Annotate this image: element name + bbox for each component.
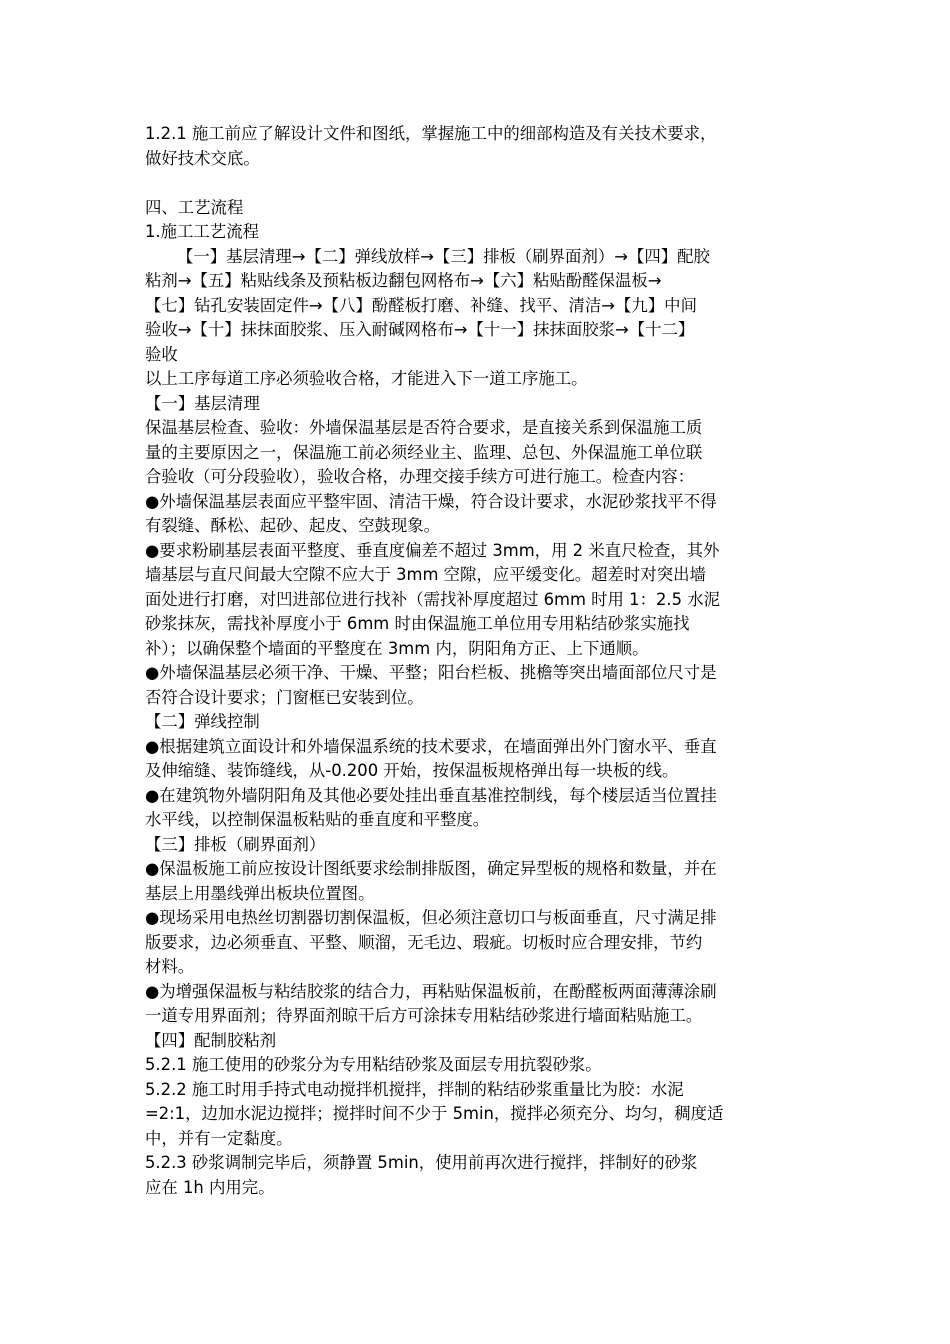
text-line: 保温基层检查、验收：外墙保温基层是否符合要求，是直接关系到保温施工质 bbox=[145, 418, 703, 437]
bullet-line: ●要求粉刷基层表面平整度、垂直度偏差不超过 3mm，用 2 米直尺检查，其外 bbox=[145, 540, 720, 560]
text-line: 水平线，以控制保温板粘贴的垂直度和平整度。 bbox=[145, 810, 490, 829]
text-line: 面处进行打磨，对凹进部位进行找补（需找补厚度超过 6mm 时用 1：2.5 水泥 bbox=[145, 589, 721, 609]
process-flow-line: 验收→【十】抹抹面胶浆、压入耐碱网格布→【十一】抹抹面胶浆→【十二】 bbox=[145, 320, 695, 339]
text-line: 中，并有一定黏度。 bbox=[145, 1128, 293, 1148]
section-heading: 四、工艺流程 bbox=[145, 197, 244, 217]
bullet-line: ●在建筑物外墙阴阳角及其他必要处挂出垂直基准控制线，每个楼层适当位置挂 bbox=[145, 785, 717, 805]
step-heading: 【四】配制胶粘剂 bbox=[145, 1030, 277, 1050]
bullet-line: ●外墙保温基层必须干净、干燥、平整；阳台栏板、挑檐等突出墙面部位尺寸是 bbox=[145, 663, 717, 682]
text-line: 量的主要原因之一，保温施工前必须经业主、监理、总包、外保温施工单位联 bbox=[145, 442, 703, 462]
text-line: =2:1，边加水泥边搅拌；搅拌时间不少于 5min，搅拌必须充分、均匀，稠度适 bbox=[145, 1104, 724, 1123]
step-heading: 【二】弹线控制 bbox=[145, 712, 260, 731]
step-heading: 【三】排板（刷界面剂） bbox=[145, 834, 326, 854]
bullet-line: ●现场采用电热丝切割器切割保温板，但必须注意切口与板面垂直，尺寸满足排 bbox=[145, 908, 717, 927]
text-line: 做好技术交底。 bbox=[145, 148, 260, 168]
text-line: 一道专用界面剂；待界面剂晾干后方可涂抹专用粘结砂浆进行墙面粘贴施工。 bbox=[145, 1006, 703, 1025]
text-line: 5.2.2 施工时用手持式电动搅拌机搅拌，拌制的粘结砂浆重量比为胶：水泥 bbox=[145, 1079, 684, 1099]
subsection-heading: 1.施工工艺流程 bbox=[145, 222, 259, 241]
text-line: 补）；以确保整个墙面的平整度在 3mm 内，阴阳角方正、上下通顺。 bbox=[145, 638, 649, 658]
text-line: 墙基层与直尺间最大空隙不应大于 3mm 空隙，应平缓变化。超差时对突出墙 bbox=[145, 565, 706, 584]
text-line: 版要求，边必须垂直、平整、顺溜，无毛边、瑕疵。切板时应合理安排，节约 bbox=[145, 932, 703, 952]
text-line: 以上工序每道工序必须验收合格，才能进入下一道工序施工。 bbox=[145, 369, 588, 388]
text-line: 有裂缝、酥松、起砂、起皮、空鼓现象。 bbox=[145, 516, 441, 535]
bullet-line: ●根据建筑立面设计和外墙保温系统的技术要求，在墙面弹出外门窗水平、垂直 bbox=[145, 736, 717, 756]
blank-line bbox=[145, 171, 813, 196]
process-flow-line: 粘剂→【五】粘贴线条及预粘板边翻包网格布→【六】粘贴酚醛保温板→ bbox=[145, 271, 662, 290]
bullet-line: ●为增强保温板与粘结胶浆的结合力，再粘贴保温板前，在酚醛板两面薄薄涂刷 bbox=[145, 981, 717, 1001]
process-flow-line: 【七】钻孔安装固定件→【八】酚醛板打磨、补缝、找平、清洁→【九】中间 bbox=[145, 295, 697, 315]
process-flow-line: 【一】基层清理→【二】弹线放样→【三】排板（刷界面剂）→【四】配胶 bbox=[177, 246, 710, 266]
text-line: 5.2.1 施工使用的砂浆分为专用粘结砂浆及面层专用抗裂砂浆。 bbox=[145, 1055, 602, 1074]
document-body bbox=[145, 122, 813, 1200]
text-line: 否符合设计要求；门窗框已安装到位。 bbox=[145, 687, 424, 707]
text-line: 应在 1h 内用完。 bbox=[145, 1177, 275, 1197]
text-line: 5.2.3 砂浆调制完毕后，须静置 5min，使用前再次进行搅拌，拌制好的砂浆 bbox=[145, 1153, 698, 1172]
text-line: 及伸缩缝、装饰缝线，从-0.200 开始，按保温板规格弹出每一块板的线。 bbox=[145, 761, 679, 780]
text-line: 1.2.1 施工前应了解设计文件和图纸，掌握施工中的细部构造及有关技术要求， bbox=[145, 124, 717, 143]
text-line: 基层上用墨线弹出板块位置图。 bbox=[145, 883, 375, 903]
text-line: 砂浆抹灰，需找补厚度小于 6mm 时由保温施工单位用专用粘结砂浆实施找 bbox=[145, 614, 690, 633]
step-heading: 【一】基层清理 bbox=[145, 393, 260, 413]
text-line: 材料。 bbox=[145, 957, 195, 976]
bullet-line: ●保温板施工前应按设计图纸要求绘制排版图，确定异型板的规格和数量，并在 bbox=[145, 859, 717, 878]
text-line: 合验收（可分段验收），验收合格，办理交接手续方可进行施工。检查内容： bbox=[145, 467, 695, 486]
process-flow-line: 验收 bbox=[145, 344, 178, 364]
bullet-line: ●外墙保温基层表面应平整牢固、清洁干燥，符合设计要求，水泥砂浆找平不得 bbox=[145, 491, 717, 511]
